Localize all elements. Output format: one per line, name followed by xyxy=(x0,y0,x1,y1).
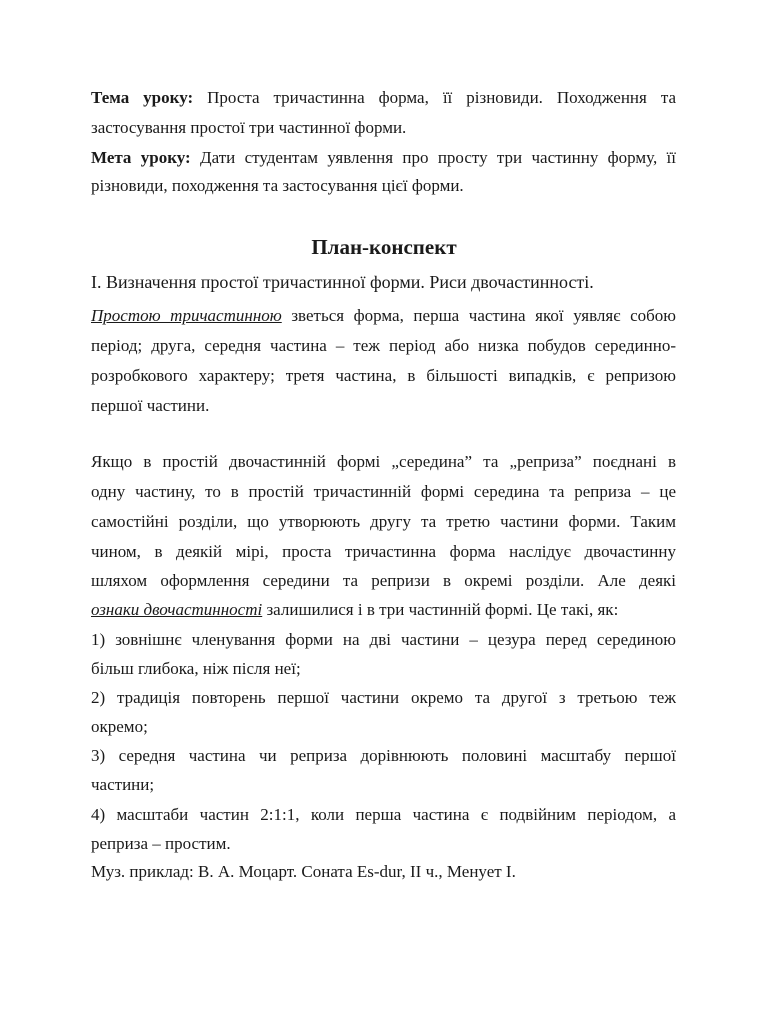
topic-text-1: Проста тричастинна форма, її різновиди. Походження та xyxy=(207,88,677,107)
goal-text-1: Дати студентам уявлення про просту три частинну форму, її xyxy=(200,148,677,167)
list-item-4-line-2: реприза – простим. xyxy=(91,834,231,853)
goal-line-2: різновиди, походження та застосування цієї форми. xyxy=(91,176,464,195)
list-item-4-line-1: 4) масштаби частин 2:1:1, коли перша частина є подвійним періодом, а xyxy=(91,805,676,824)
para2-line-2: одну частину, то в простій тричастинній формі середина та реприза – це xyxy=(91,482,676,501)
term-simple-ternary: Простою тричастинною xyxy=(91,306,282,325)
para2-text-6: залишилися і в три частинній формі. Це такі, як: xyxy=(262,600,619,619)
topic-line-2: застосування простої три частинної форми. xyxy=(91,118,407,137)
para2-line-1: Якщо в простій двочастинній формі „середина” та „реприза” поєднані в xyxy=(91,452,676,471)
topic-line-1 xyxy=(91,88,676,108)
para1-line-4: першої частини. xyxy=(91,396,210,415)
list-item-3-line-2: частини; xyxy=(91,775,155,794)
goal-label: Мета уроку: xyxy=(91,148,191,167)
list-item-1-line-2: більш глибока, ніж після неї; xyxy=(91,659,301,678)
para2-line-5: шляхом оформлення середини та репризи в окремі розділи. Але деякі xyxy=(91,571,676,590)
list-item-2-line-1: 2) традиція повторень першої частини окремо та другої з третьою теж xyxy=(91,688,676,707)
music-example: Муз. приклад: В. А. Моцарт. Соната Es-dur, II ч., Менует I. xyxy=(91,862,516,881)
list-item-3-line-1: 3) середня частина чи реприза дорівнюють половині масштабу першої xyxy=(91,746,676,765)
topic-label: Тема уроку: xyxy=(91,88,194,107)
para2-line-4: чином, в деякій мірі, проста тричастинна форма наслідує двочастинну xyxy=(91,542,676,561)
goal-line-1 xyxy=(91,148,676,168)
list-item-1-line-1: 1) зовнішнє членування форми на дві частини – цезура перед серединою xyxy=(91,630,676,649)
list-item-2-line-2: окремо; xyxy=(91,717,148,736)
para1-line-2: період; друга, середня частина – теж період або низка побудов серединно- xyxy=(91,336,676,355)
para1-line-3: розробкового характеру; третя частина, в більшості випадків, є репризою xyxy=(91,366,676,385)
plan-title: План-конспект xyxy=(311,235,457,259)
para1-line-1 xyxy=(91,306,676,326)
para1-text-1: зветься форма, перша частина якої уявляє собою xyxy=(281,306,676,325)
para2-line-6 xyxy=(91,600,676,620)
para2-line-3: самостійні розділи, що утворюють другу та третю частини форми. Таким xyxy=(91,512,676,531)
section-heading: I. Визначення простої тричастинної форми. Риси двочастинності. xyxy=(91,272,594,292)
term-binary-features: ознаки двочастинності xyxy=(91,600,263,619)
